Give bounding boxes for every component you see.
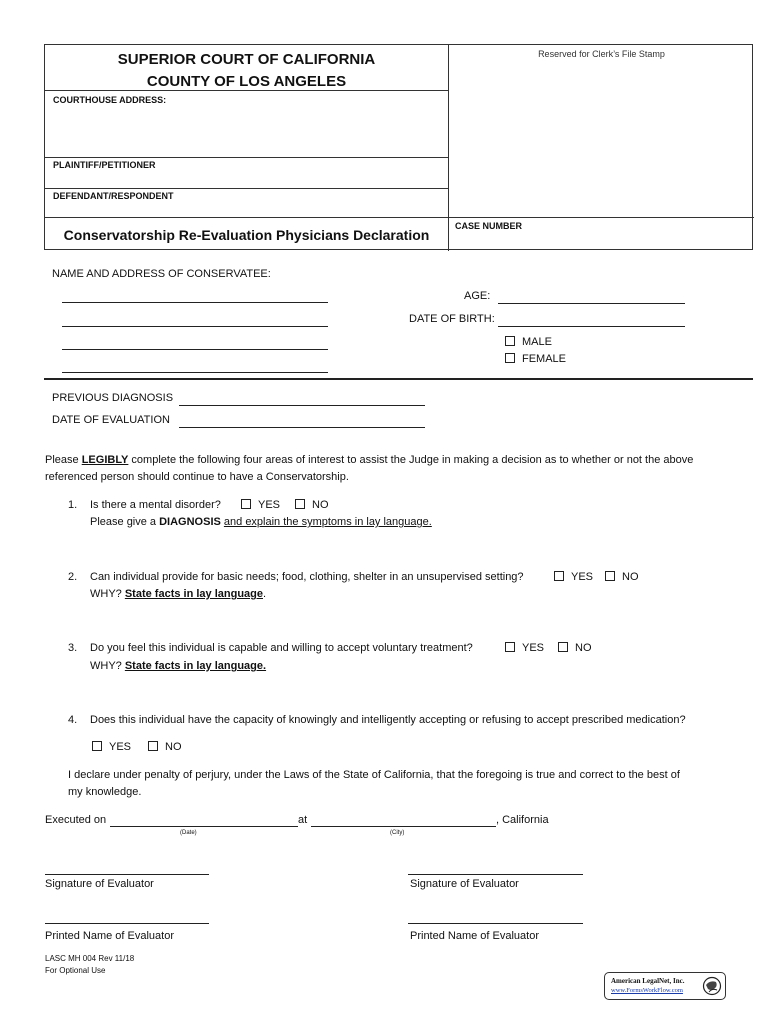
question-1-text: Is there a mental disorder?	[90, 499, 221, 511]
q4-yes-option[interactable]	[92, 741, 131, 753]
plaintiff-field[interactable]	[53, 171, 443, 185]
question-3-why	[90, 660, 266, 672]
optional-use: For Optional Use	[45, 966, 106, 975]
q3-yes-checkbox[interactable]	[505, 642, 515, 652]
date-of-evaluation-field[interactable]	[179, 427, 425, 428]
signature-label-2: Signature of Evaluator	[410, 878, 519, 890]
question-1-number: 1.	[68, 499, 78, 511]
age-field[interactable]	[498, 303, 685, 304]
q1-sub-prefix: Please give a	[90, 516, 160, 528]
q2-why-label: WHY?	[90, 588, 125, 600]
q3-yes-option[interactable]	[505, 642, 544, 654]
courthouse-address-field[interactable]	[53, 107, 443, 155]
q3-yes-label: YES	[522, 642, 545, 654]
instructions-emphasis: LEGIBLY	[81, 454, 129, 466]
male-option[interactable]	[505, 336, 552, 348]
female-option[interactable]	[505, 353, 566, 365]
q2-facts: State facts in lay language	[124, 588, 263, 600]
conservatee-address-line[interactable]	[62, 372, 328, 373]
q3-no-checkbox[interactable]	[558, 642, 568, 652]
q1-no-option[interactable]	[295, 499, 329, 511]
female-checkbox[interactable]	[505, 353, 515, 363]
question-4-number: 4.	[68, 714, 78, 726]
q3-no-option[interactable]	[558, 642, 592, 654]
signature-line-2[interactable]	[408, 874, 583, 875]
courthouse-address-label: COURTHOUSE ADDRESS:	[53, 95, 167, 105]
company-website[interactable]: www.FormsWorkFlow.com	[611, 987, 683, 994]
conservatee-address-line[interactable]	[62, 302, 328, 303]
execution-date-field[interactable]	[110, 826, 298, 827]
male-label: MALE	[522, 336, 552, 348]
q4-no-checkbox[interactable]	[148, 741, 158, 751]
california-label: , California	[496, 814, 549, 826]
instructions-line2: referenced person should continue to have a Conservatorship.	[45, 471, 349, 483]
case-number-label: CASE NUMBER	[455, 221, 523, 231]
q1-sub-rest: and explain the symptoms in lay language.	[223, 516, 432, 528]
question-1-subtext	[90, 516, 432, 528]
date-of-birth-field[interactable]	[498, 326, 685, 327]
legalnet-logo	[604, 972, 726, 1000]
company-name: American LegalNet, Inc.	[611, 977, 685, 985]
declaration-line1: I declare under penalty of perjury, under the Laws of the State of California, that the foregoing is true and correct to the best of	[68, 769, 680, 781]
q4-yes-checkbox[interactable]	[92, 741, 102, 751]
instructions-rest: complete the following four areas of interest to assist the Judge in making a decision as to whether or not the above	[128, 454, 694, 466]
conservatee-address-line[interactable]	[62, 349, 328, 350]
previous-diagnosis-field[interactable]	[179, 405, 425, 406]
q4-no-option[interactable]	[148, 741, 182, 753]
q2-period: .	[263, 588, 267, 600]
plaintiff-label: PLAINTIFF/PETITIONER	[53, 160, 156, 170]
executed-on-label: Executed on	[45, 814, 107, 826]
header-rule	[45, 157, 448, 158]
q2-no-label: NO	[622, 571, 639, 583]
county-name: COUNTY OF LOS ANGELES	[146, 73, 347, 90]
q1-no-checkbox[interactable]	[295, 499, 305, 509]
execution-city-field[interactable]	[311, 826, 496, 827]
at-label: at	[298, 814, 308, 826]
date-of-birth-label: DATE OF BIRTH:	[409, 313, 495, 325]
conservatee-name-address-label: NAME AND ADDRESS OF CONSERVATEE:	[52, 268, 271, 280]
female-label: FEMALE	[522, 353, 567, 365]
q2-no-option[interactable]	[605, 571, 639, 583]
question-3-number: 3.	[68, 642, 78, 654]
q1-no-label: NO	[312, 499, 329, 511]
q1-yes-option[interactable]	[241, 499, 280, 511]
defendant-label: DEFENDANT/RESPONDENT	[53, 191, 174, 201]
signature-label-1: Signature of Evaluator	[45, 878, 154, 890]
q2-yes-label: YES	[571, 571, 594, 583]
header-rule	[45, 90, 448, 91]
section-divider	[44, 378, 753, 380]
caption-box	[44, 44, 753, 250]
printed-name-label-2: Printed Name of Evaluator	[410, 930, 540, 942]
q2-yes-option[interactable]	[554, 571, 593, 583]
q4-yes-label: YES	[109, 741, 132, 753]
signature-line-1[interactable]	[45, 874, 209, 875]
defendant-field[interactable]	[53, 202, 443, 216]
court-name: SUPERIOR COURT OF CALIFORNIA	[117, 51, 376, 68]
male-checkbox[interactable]	[505, 336, 515, 346]
date-of-evaluation-label: DATE OF EVALUATION	[52, 414, 170, 426]
globe-icon	[702, 976, 722, 996]
form-number: LASC MH 004 Rev 11/18	[45, 954, 135, 963]
question-2-why	[90, 588, 266, 600]
previous-diagnosis-label: PREVIOUS DIAGNOSIS	[52, 392, 174, 404]
declaration-line2: my knowledge.	[68, 786, 142, 798]
question-2-text: Can individual provide for basic needs; food, clothing, shelter in an unsupervised setting?	[90, 571, 524, 583]
q2-yes-checkbox[interactable]	[554, 571, 564, 581]
date-caption: (Date)	[180, 830, 197, 836]
q3-facts: State facts in lay language.	[124, 660, 267, 672]
q3-why-label: WHY?	[90, 660, 125, 672]
q2-no-checkbox[interactable]	[605, 571, 615, 581]
printed-name-line-2[interactable]	[408, 923, 583, 924]
q4-no-label: NO	[165, 741, 182, 753]
header-rule	[45, 217, 754, 218]
printed-name-label-1: Printed Name of Evaluator	[45, 930, 175, 942]
age-label: AGE:	[464, 290, 491, 302]
instructions-prefix: Please	[45, 454, 82, 466]
q1-yes-label: YES	[258, 499, 281, 511]
city-caption: (City)	[390, 830, 405, 836]
q1-yes-checkbox[interactable]	[241, 499, 251, 509]
clerk-stamp-label: Reserved for Clerk’s File Stamp	[538, 49, 665, 59]
conservatee-address-line[interactable]	[62, 326, 328, 327]
form-title: Conservatorship Re-Evaluation Physicians Declaration	[63, 227, 430, 243]
case-number-field[interactable]	[455, 233, 745, 247]
header-rule	[45, 188, 448, 189]
question-3-text: Do you feel this individual is capable and willing to accept voluntary treatment?	[90, 642, 473, 654]
instructions-line1	[45, 454, 693, 466]
q3-no-label: NO	[575, 642, 592, 654]
question-2-number: 2.	[68, 571, 78, 583]
header-divider	[448, 45, 449, 251]
printed-name-line-1[interactable]	[45, 923, 209, 924]
question-4-text: Does this individual have the capacity of knowingly and intelligently accepting or refusing to accept prescribed medication?	[90, 714, 686, 726]
q1-sub-bold: DIAGNOSIS	[159, 516, 221, 528]
